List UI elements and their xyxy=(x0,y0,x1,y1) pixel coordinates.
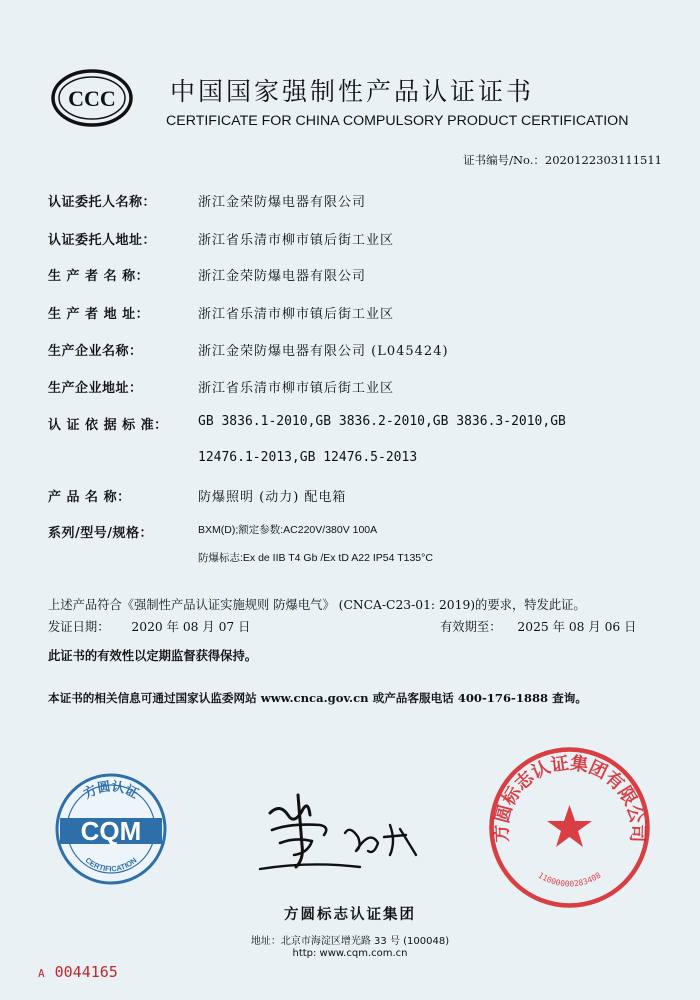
field-value-line2: 防爆标志:Ex de IIB T4 Gb /Ex tD A22 IP54 T135°C xyxy=(198,552,433,564)
title-english: CERTIFICATE FOR CHINA COMPULSORY PRODUCT CERTIFICATION xyxy=(166,113,629,129)
field-label: 系列/型号/规格： xyxy=(48,526,153,541)
field-value: 浙江省乐清市柳市镇后街工业区 xyxy=(198,381,395,396)
footer-website: http: www.cqm.com.cn xyxy=(292,948,408,959)
validity-note: 此证书的有效性以定期监督获得保持。 xyxy=(48,648,258,663)
expiry-date-label: 有效期至： xyxy=(440,620,502,634)
field-label: 认证委托人地址： xyxy=(48,233,157,248)
expiry-date: 2025 年 08 月 06 日 xyxy=(517,620,637,634)
seal-number: 110000002834​08 xyxy=(536,870,603,889)
ccc-logo-text: CCC xyxy=(68,86,116,111)
field-label: 生产企业地址： xyxy=(48,381,143,396)
cqm-main-text: CQM xyxy=(80,816,142,846)
ccc-logo xyxy=(50,68,134,128)
cqm-badge xyxy=(52,770,170,888)
footer-address: 地址：北京市海淀区增光路 33 号 (100048) xyxy=(250,936,450,947)
official-seal xyxy=(487,745,652,910)
signature xyxy=(250,785,450,880)
field-value: 防爆照明 (动力) 配电箱 xyxy=(198,490,347,505)
field-value: 浙江省乐清市柳市镇后街工业区 xyxy=(198,307,395,322)
field-label: 认证委托人名称： xyxy=(48,195,157,210)
serial-number xyxy=(38,963,118,981)
field-label: 认 证 依 据 标 准： xyxy=(48,418,168,433)
seal-ring-text: 方圆标志认证集团有限公司 xyxy=(491,752,648,843)
field-value: 浙江金荣防爆电器有限公司 (L045424) xyxy=(198,344,449,359)
field-label: 生 产 者 名 称： xyxy=(48,269,150,284)
issue-date-row xyxy=(48,617,250,635)
issue-date-label: 发证日期： xyxy=(48,620,110,634)
field-label: 生产企业名称： xyxy=(48,344,143,359)
serial-value: 0044165 xyxy=(54,963,118,981)
cert-no-value: 2020122303111511 xyxy=(544,153,662,167)
field-value: 浙江金荣防爆电器有限公司 xyxy=(198,195,367,210)
field-value: 浙江省乐清市柳市镇后街工业区 xyxy=(198,233,395,248)
field-label: 产 品 名 称： xyxy=(48,490,131,505)
field-value-line1: GB 3836.1-2010,GB 3836.2-2010,GB 3836.3-2010,GB xyxy=(198,414,566,429)
issue-date: 2020 年 08 月 07 日 xyxy=(131,620,251,634)
field-value-line1: BXM(D);额定参数:AC220V/380V 100A xyxy=(198,524,378,536)
cert-no-label: 证书编号/No.： xyxy=(463,153,545,167)
field-value-line2: 12476.1-2013,GB 12476.5-2013 xyxy=(198,450,418,465)
certificate-number xyxy=(463,152,662,168)
svg-text:110000002834​08 xyxy=(536,871,602,889)
title-chinese: 中国国家强制性产品认证证书 xyxy=(170,77,535,106)
serial-prefix: A xyxy=(38,967,45,980)
footer-organization: 方圆标志认证集团 xyxy=(284,907,416,923)
cqm-bottom-text: CERTIFICATION xyxy=(83,855,139,874)
conformity-statement: 上述产品符合《强制性产品认证实施规则 防爆电气》 (CNCA-C23-01: 2019)的要求，特发此证。 xyxy=(48,598,586,612)
field-value: 浙江金荣防爆电器有限公司 xyxy=(198,269,367,284)
field-label: 生 产 者 地 址： xyxy=(48,307,150,322)
cqm-top-text: 方圆认证 xyxy=(81,779,141,803)
expiry-date-row xyxy=(440,617,636,635)
query-note: 本证书的相关信息可通过国家认监委网站 www.cnca.gov.cn 或产品客服电话 400-176-1888 查询。 xyxy=(48,691,587,705)
